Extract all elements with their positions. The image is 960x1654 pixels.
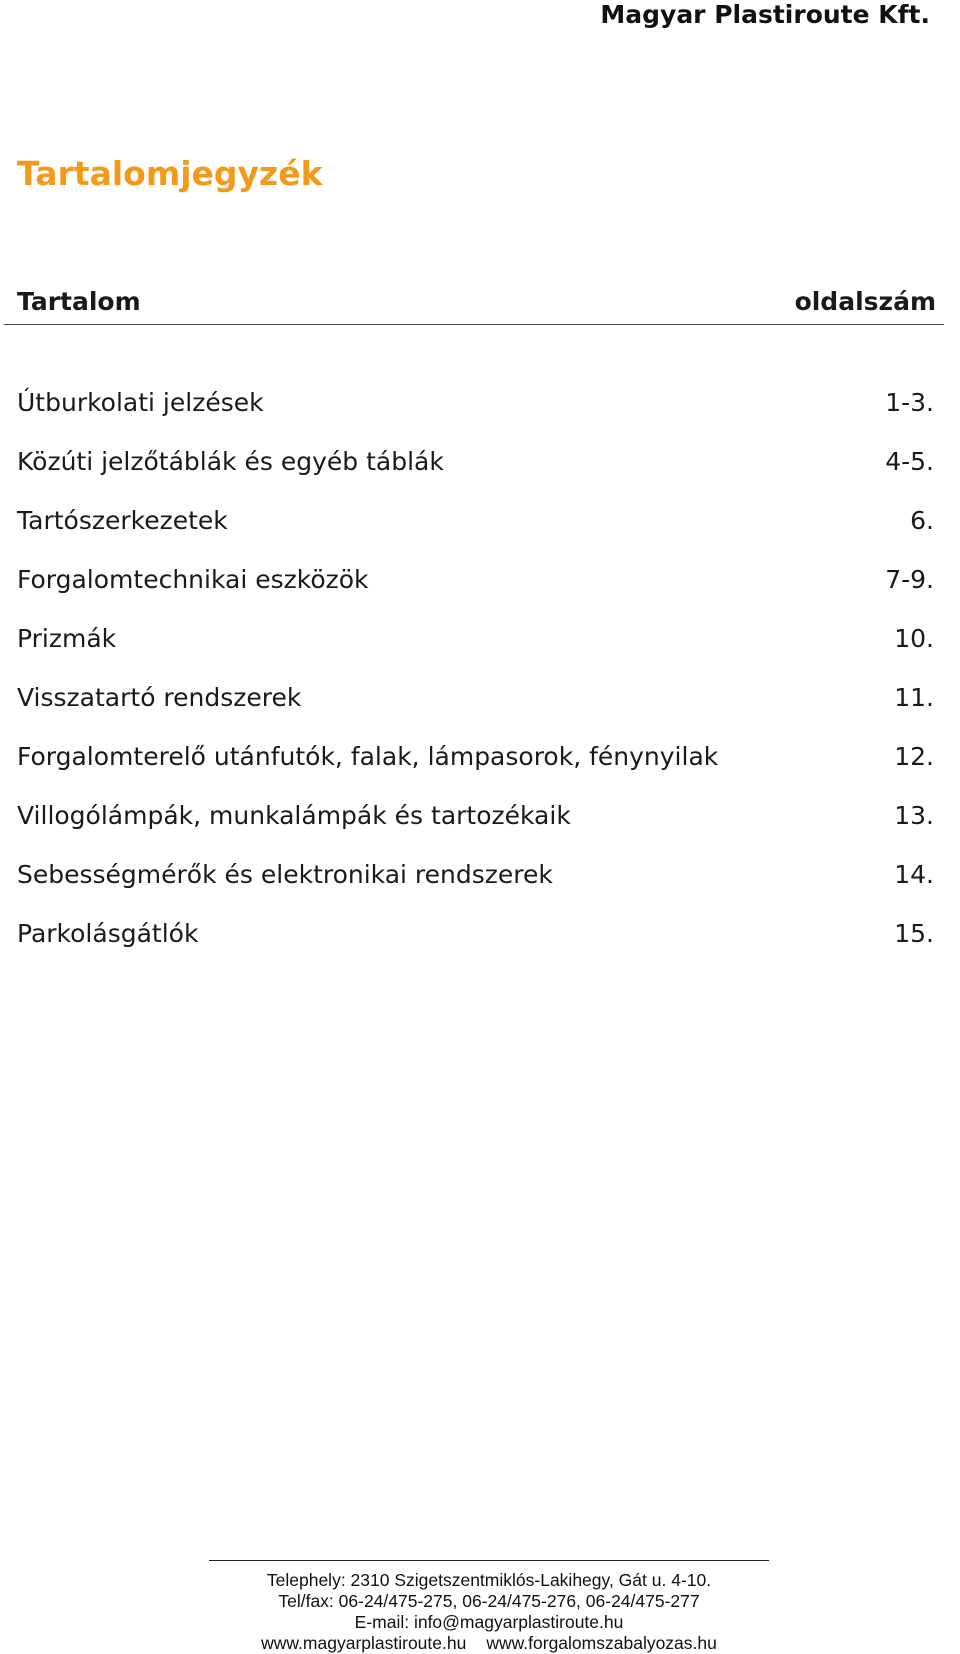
toc-item-label: Tartószerkezetek	[17, 506, 228, 535]
toc-item-label: Prizmák	[17, 624, 117, 653]
toc-item-label: Villogólámpák, munkalámpák és tartozékaik	[17, 801, 571, 830]
toc-header-page: oldalszám	[794, 287, 936, 316]
toc-item-page: 14.	[894, 860, 934, 889]
toc-item-label: Közúti jelzőtáblák és egyéb táblák	[17, 447, 444, 476]
footer-address: Telephely: 2310 Szigetszentmiklós-Lakihegy, Gát u. 4-10.	[266, 1570, 712, 1590]
toc-item[interactable]	[0, 383, 960, 442]
footer-divider	[209, 1560, 769, 1561]
toc-item[interactable]	[0, 914, 960, 973]
toc-item[interactable]	[0, 678, 960, 737]
toc-item[interactable]	[0, 737, 960, 796]
toc-list	[0, 383, 960, 973]
toc-item-page: 11.	[894, 683, 934, 712]
toc-item[interactable]	[0, 796, 960, 855]
toc-item-label: Visszatartó rendszerek	[17, 683, 302, 712]
toc-item-page: 4-5.	[885, 447, 934, 476]
toc-item-page: 10.	[894, 624, 934, 653]
website-link-forgalomszabalyozas[interactable]: www.forgalomszabalyozas.hu	[486, 1633, 717, 1653]
website-link-magyarplastiroute[interactable]: www.magyarplastiroute.hu	[261, 1633, 467, 1653]
company-name: Magyar Plastiroute Kft.	[600, 0, 930, 29]
toc-header-content: Tartalom	[17, 287, 141, 316]
toc-item-page: 6.	[910, 506, 934, 535]
toc-item-label: Sebességmérők és elektronikai rendszerek	[17, 860, 553, 889]
toc-item[interactable]	[0, 442, 960, 501]
toc-header	[4, 287, 944, 325]
toc-item-page: 13.	[894, 801, 934, 830]
toc-item-label: Parkolásgátlók	[17, 919, 199, 948]
toc-item-label: Forgalomterelő utánfutók, falak, lámpasorok, fénynyilak	[17, 742, 719, 771]
toc-item-page: 1-3.	[885, 388, 934, 417]
toc-item-page: 7-9.	[885, 565, 934, 594]
toc-item-page: 15.	[894, 919, 934, 948]
toc-item[interactable]	[0, 560, 960, 619]
toc-item-page: 12.	[894, 742, 934, 771]
footer-phone: Tel/fax: 06-24/475-275, 06-24/475-276, 06-24/475-277	[278, 1591, 700, 1611]
toc-item[interactable]	[0, 501, 960, 560]
toc-item-label: Forgalomtechnikai eszközök	[17, 565, 369, 594]
page-title: Tartalomjegyzék	[17, 154, 323, 193]
toc-item[interactable]	[0, 855, 960, 914]
toc-item[interactable]	[0, 619, 960, 678]
toc-item-label: Útburkolati jelzések	[17, 388, 264, 417]
footer	[209, 1570, 769, 1654]
footer-email[interactable]: E-mail: info@magyarplastiroute.hu	[354, 1612, 624, 1632]
